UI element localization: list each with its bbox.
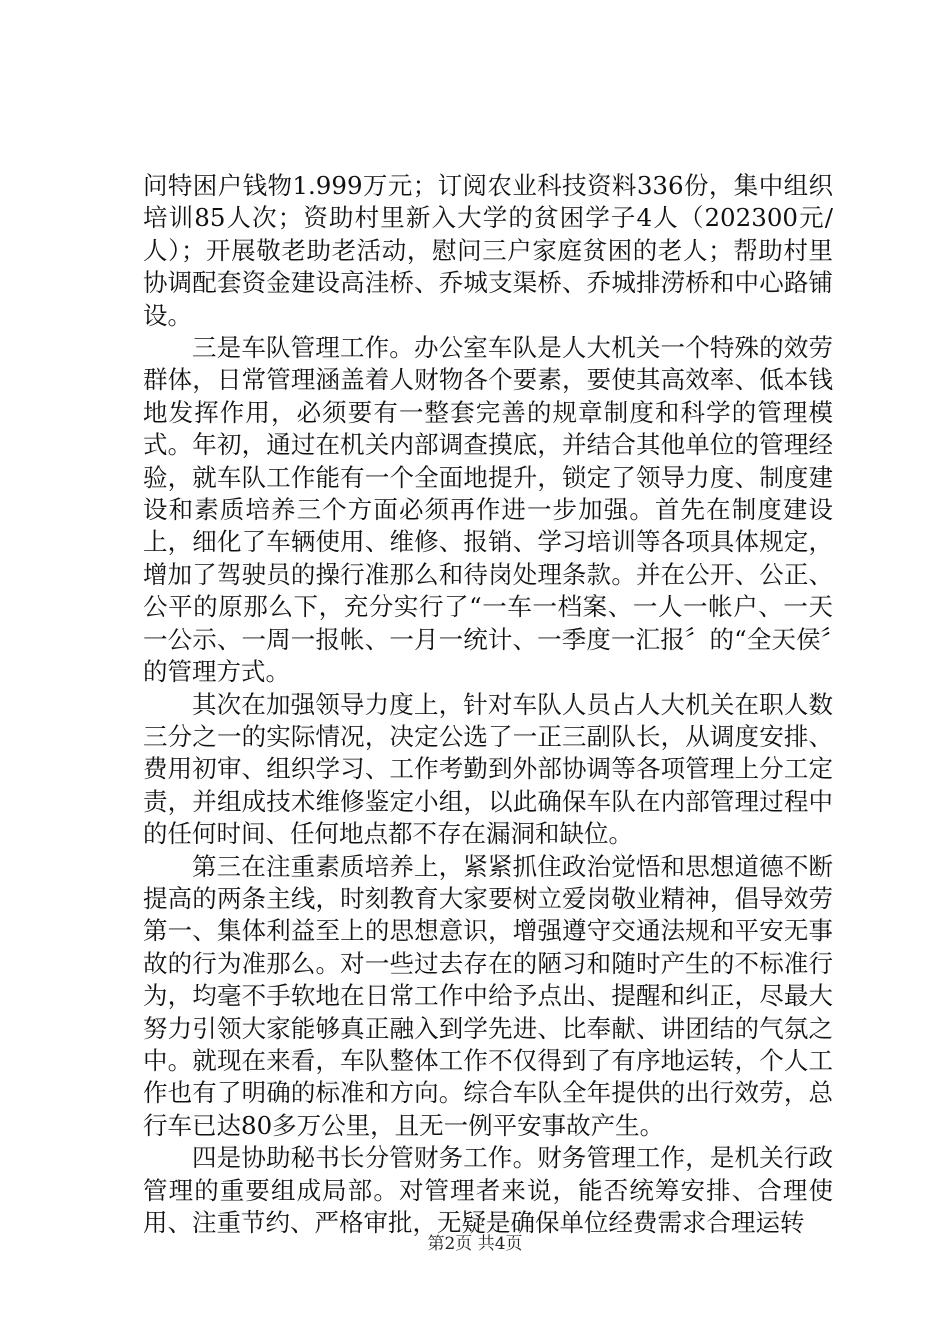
- paragraph-1: 问特困户钱物1.999万元；订阅农业科技资料336份，集中组织培训85人次；资助村里新入大学的贫困学子4人（202300元/人）；开展敬老助老活动，慰问三户家庭贫困的老人；帮助村里协调配套资金建设高洼桥、乔城支渠桥、乔城排涝桥和中心路铺设。: [143, 171, 833, 330]
- paragraph-3: 其次在加强领导力度上，针对车队人员占人大机关在职人数三分之一的实际情况，决定公选了一正三副队长，从调度安排、费用初审、组织学习、工作考勤到外部协调等各项管理上分工定责，并组成技术维修鉴定小组，以此确保车队在内部管理过程中的任何时间、任何地点都不存在漏洞和缺位。: [143, 689, 833, 849]
- paragraph-2: 三是车队管理工作。办公室车队是人大机关一个特殊的效劳群体，日常管理涵盖着人财物各个要素，要使其高效率、低本钱地发挥作用，必须要有一整套完善的规章制度和科学的管理模式。年初，通过在机关内部调查摸底，并结合其他单位的管理经验，就车队工作能有一个全面地提升，锁定了领导力度、制度建设和素质培养三个方面必须再作进一步加强。首先在制度建设上，细化了车辆使用、维修、报销、学习培训等各项具体规定，增加了驾驶员的操行准那么和待岗处理条款。并在公开、公正、公平的原那么下，充分实行了“一车一档案、一人一帐户、一天一公示、一周一报帐、一月一统计、一季度一汇报〞的“全天侯〞的管理方式。: [143, 333, 833, 687]
- page-body: [143, 170, 833, 1239]
- page-footer: 第2页 共4页: [427, 1234, 523, 1254]
- paragraph-5: 四是协助秘书长分管财务工作。财务管理工作，是机关行政管理的重要组成局部。对管理者来说，能否统筹安排、合理使用、注重节约、严格审批，无疑是确保单位经费需求合理运转: [143, 1143, 833, 1237]
- paragraph-4: 第三在注重素质培养上，紧紧抓住政治觉悟和思想道德不断提高的两条主线，时刻教育大家要树立爱岗敬业精神，倡导效劳第一、集体利益至上的思想意识，增强遵守交通法规和平安无事故的行为准那么。对一些过去存在的陋习和随时产生的不标准行为，均毫不手软地在日常工作中给予点出、提醒和纠正，尽最大努力引领大家能够真正融入到学先进、比奉献、讲团结的气氛之中。就现在来看，车队整体工作不仅得到了有序地运转，个人工作也有了明确的标准和方向。综合车队全年提供的出行效劳，总行车已达80多万公里，且无一例平安事故产生。: [143, 851, 833, 1140]
